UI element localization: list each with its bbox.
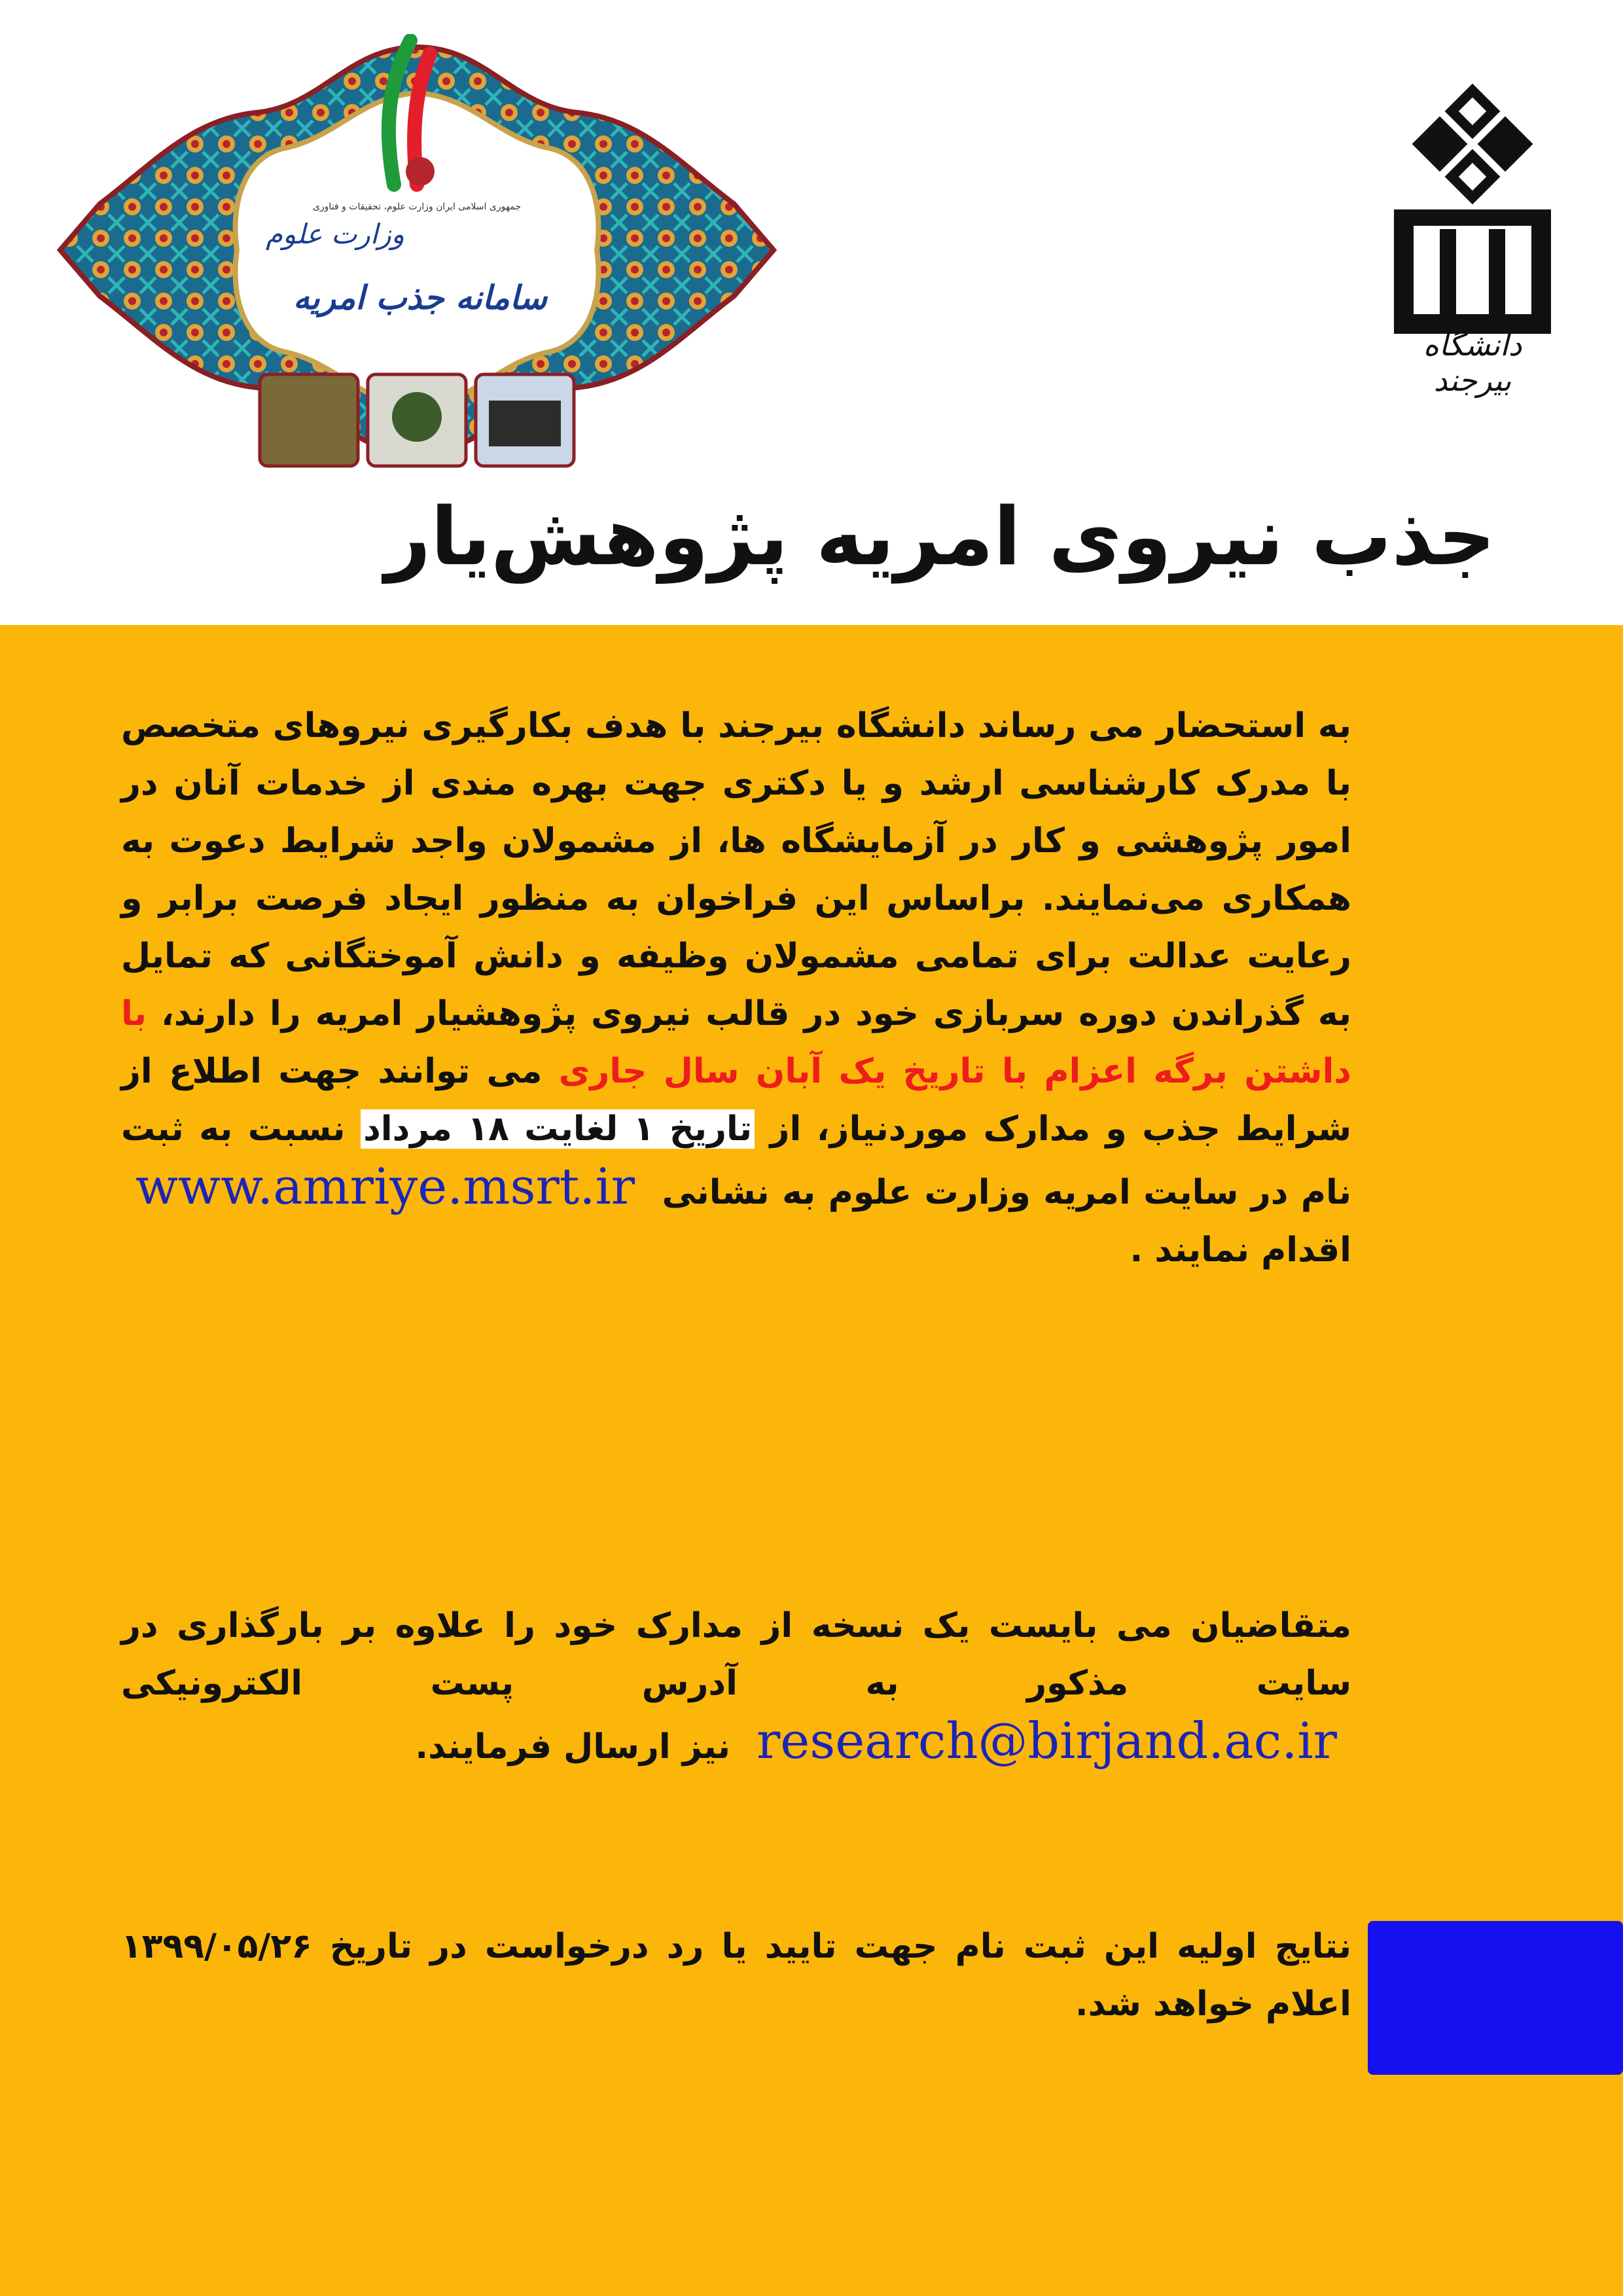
documents-paragraph: [121, 1597, 1351, 1776]
research-email-link[interactable]: research@birjand.ac.ir: [756, 1712, 1337, 1770]
amriye-emblem-logo: [54, 34, 780, 479]
closing-text: اقدام نمایند .: [1130, 1230, 1351, 1270]
system-caption: سامانه جذب امریه: [293, 278, 547, 317]
info-text: می توانند جهت اطلاع از شرایط جذب و مدارک موردنیاز، از: [121, 1052, 1352, 1149]
registration-text: نسبت به ثبت نام در سایت امریه وزارت علوم به نشانی: [121, 1109, 1352, 1212]
page-title: جذب نیروی امریه پژوهش‌یار: [384, 490, 1495, 583]
announcement-paragraph: [121, 697, 1351, 1279]
header: [0, 0, 1623, 625]
registration-date-highlight: تاریخ ۱ لغایت ۱۸ مرداد: [361, 1109, 755, 1149]
dispatch-condition-highlight: با داشتن برگه اعزام با تاریخ یک آبان سال جاری: [121, 994, 1351, 1091]
results-paragraph: نتایج اولیه این ثبت نام جهت تایید یا رد درخواست در تاریخ ۱۳۹۹/۰۵/۲۶ اعلام خواهد شد.: [121, 1927, 1351, 2024]
intro-text: به استحضار می رساند دانشگاه بیرجند با هدف بکارگیری نیروهای متخصص با مدرک کارشناسی ارشد و یا دکتری جهت بهره مندی از خدمات آنان در امور پژوهشی و کار در آزمایشگاه ها، از مشمولان واجد شرایط دعوت به همکاری می‌نمایند. براساس این فراخوان به منظور ایجاد فرصت برابر و رعایت عدالت برای تمامی مشمولان وظیفه و دانش آموختگانی که تمایل به گذراندن دوره سربازی خود در قالب نیروی پژوهشیار امریه را دارند،: [121, 706, 1351, 1033]
seal-caption: جمهوری اسلامی ایران وزارت علوم، تحقیقات و فناوری: [312, 202, 522, 212]
documents-text: متقاضیان می بایست یک نسخه از مدارک خود را علاوه بر بارگذاری در سایت مذکور به آدرس پست الکترونیکی: [121, 1606, 1351, 1703]
accent-box: [1368, 1921, 1623, 2075]
university-logo-text: دانشگاه بیرجند: [1423, 327, 1522, 398]
amriye-site-link[interactable]: www.amriye.msrt.ir: [135, 1157, 635, 1215]
ministry-caption: وزارت علوم: [265, 218, 405, 250]
documents-closing-text: نیز ارسال فرمایند.: [415, 1727, 730, 1767]
